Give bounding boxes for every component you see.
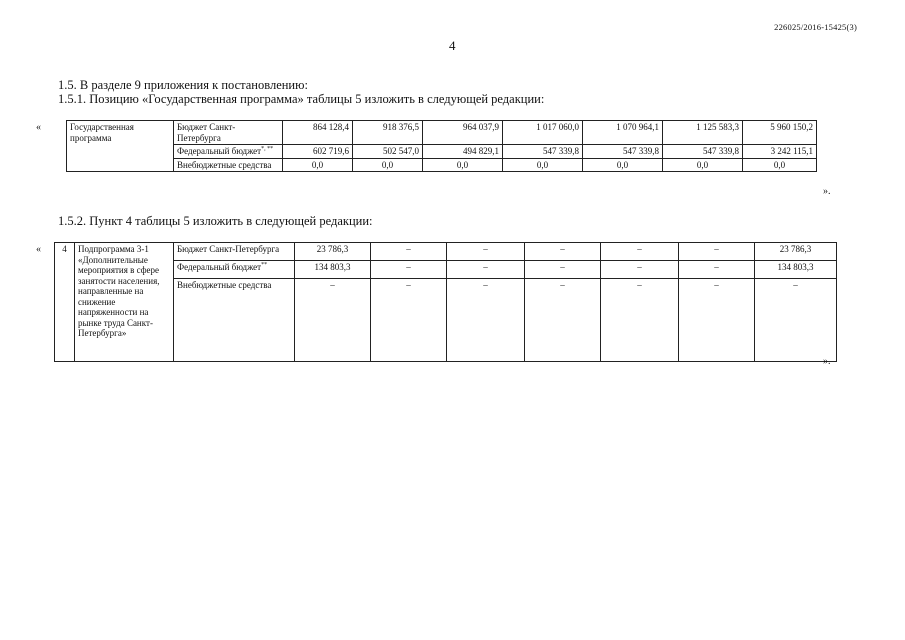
value-cell: 547 339,8 [503, 145, 583, 159]
footnote-marker: *, ** [261, 146, 274, 152]
value-cell: – [601, 243, 679, 261]
value-cell: – [371, 279, 447, 362]
value-cell: 23 786,3 [755, 243, 837, 261]
value-cell: 0,0 [663, 158, 743, 172]
value-cell: – [525, 261, 601, 279]
value-cell: – [679, 243, 755, 261]
document-number: 226025/2016-15425(3) [774, 22, 857, 32]
value-cell: – [295, 279, 371, 362]
subprogram-name-cell: Подпрограмма 3-1 «Дополнительные мероприятия в сфере занятости населения, направленные на снижение напряженности на рынке труда Санкт-Петербурга» [75, 243, 174, 362]
table-row [67, 121, 817, 145]
value-cell: 3 242 115,1 [743, 145, 817, 159]
value-cell: 0,0 [583, 158, 663, 172]
table-row [55, 243, 837, 261]
value-cell: 547 339,8 [583, 145, 663, 159]
value-cell: 134 803,3 [755, 261, 837, 279]
value-cell: 964 037,9 [423, 121, 503, 145]
table1-open-quote: « [36, 122, 41, 133]
value-cell: – [447, 279, 525, 362]
program-name-cell: Государственная программа [67, 121, 174, 172]
value-cell: – [371, 261, 447, 279]
table-subprogram [54, 242, 837, 362]
value-cell: – [525, 243, 601, 261]
funding-source-cell: Бюджет Санкт-Петербурга [174, 121, 283, 145]
value-cell: 0,0 [743, 158, 817, 172]
value-cell: – [755, 279, 837, 362]
table-state-program [66, 120, 817, 172]
value-cell: – [601, 261, 679, 279]
value-cell: 5 960 150,2 [743, 121, 817, 145]
section-1-5-1-heading: 1.5.1. Позицию «Государственная программа» таблицы 5 изложить в следующей редакции: [58, 92, 545, 106]
table1-close-quote: ». [823, 186, 831, 197]
section-1-5-2-heading: 1.5.2. Пункт 4 таблицы 5 изложить в следующей редакции: [58, 214, 373, 228]
value-cell: – [447, 261, 525, 279]
funding-source-cell: Внебюджетные средства [174, 158, 283, 172]
funding-source-cell: Внебюджетные средства [174, 279, 295, 362]
table2-close-quote: ». [823, 356, 831, 367]
value-cell: – [371, 243, 447, 261]
value-cell: 494 829,1 [423, 145, 503, 159]
value-cell: 0,0 [283, 158, 353, 172]
value-cell: 0,0 [353, 158, 423, 172]
table-row [67, 145, 817, 159]
footnote-marker: ** [261, 262, 268, 268]
funding-source-cell: Федеральный бюджет** [174, 261, 295, 279]
value-cell: 23 786,3 [295, 243, 371, 261]
value-cell: 134 803,3 [295, 261, 371, 279]
value-cell: – [679, 261, 755, 279]
value-cell: 918 376,5 [353, 121, 423, 145]
value-cell: 864 128,4 [283, 121, 353, 145]
funding-source-cell: Федеральный бюджет*, ** [174, 145, 283, 159]
page-number: 4 [449, 38, 456, 53]
table2-open-quote: « [36, 244, 41, 255]
item-number-cell: 4 [55, 243, 75, 362]
value-cell: 1 070 964,1 [583, 121, 663, 145]
value-cell: 0,0 [503, 158, 583, 172]
value-cell: – [525, 279, 601, 362]
value-cell: – [601, 279, 679, 362]
value-cell: 0,0 [423, 158, 503, 172]
value-cell: 1 017 060,0 [503, 121, 583, 145]
funding-source-cell: Бюджет Санкт-Петербурга [174, 243, 295, 261]
section-1-5-heading: 1.5. В разделе 9 приложения к постановлению: [58, 78, 308, 92]
value-cell: 1 125 583,3 [663, 121, 743, 145]
value-cell: – [679, 279, 755, 362]
value-cell: 547 339,8 [663, 145, 743, 159]
value-cell: 502 547,0 [353, 145, 423, 159]
value-cell: – [447, 243, 525, 261]
table-row [67, 158, 817, 172]
value-cell: 602 719,6 [283, 145, 353, 159]
